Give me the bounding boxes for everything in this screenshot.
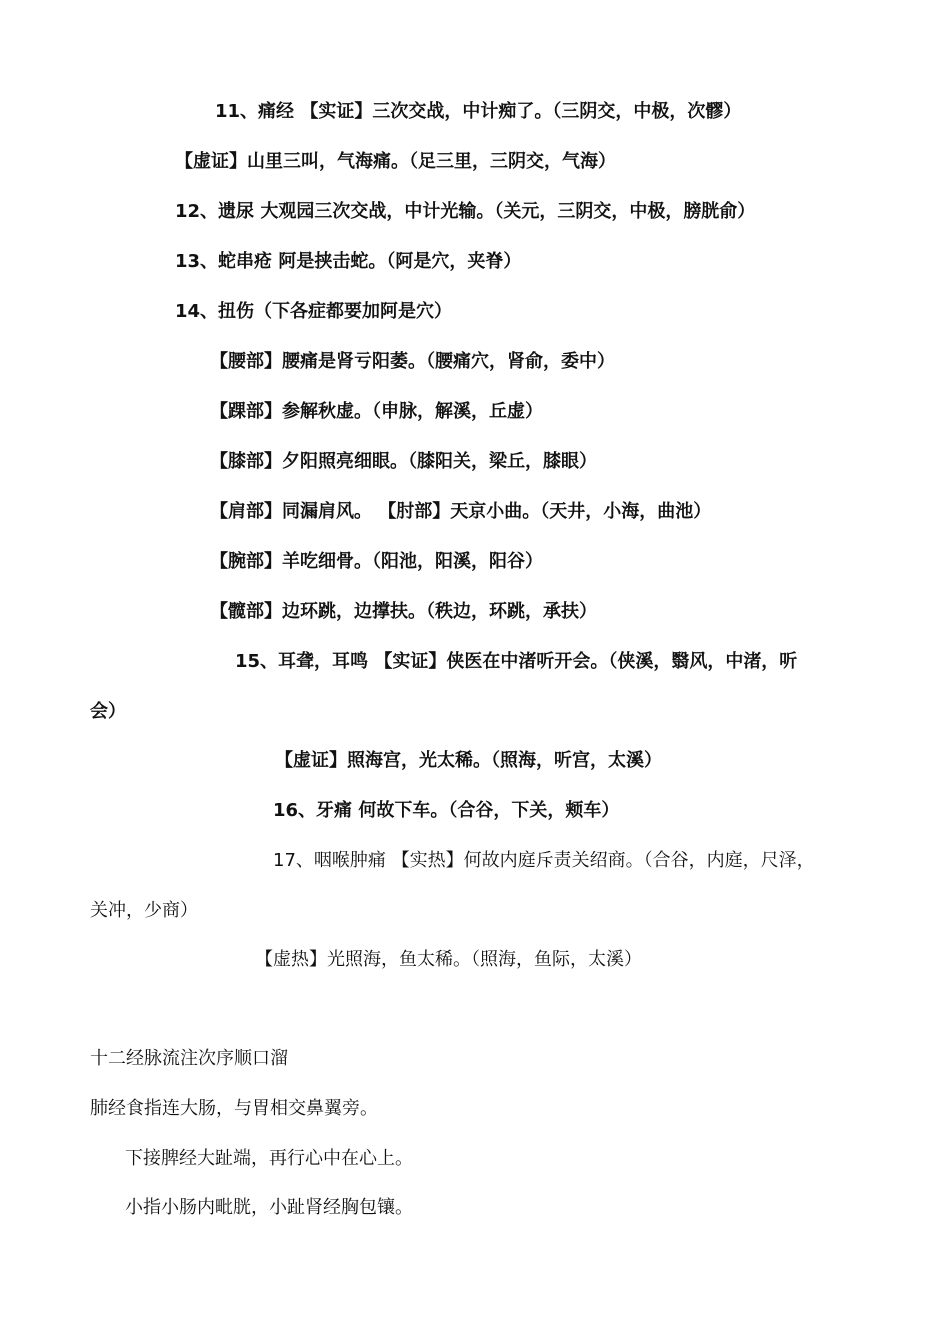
text-line-14-wrist: 【腕部】羊吃细骨。（阳池，阳溪，阳谷）	[210, 551, 543, 572]
rhyme-line-1: 肺经食指连大肠，与胃相交鼻翼旁。	[90, 1098, 378, 1119]
text-line-15-continuation: 会）	[90, 701, 126, 722]
text-line-17-sore-throat-excess: 17、咽喉肿痛 【实热】何故内庭斥责关绍商。（合谷，内庭，尺泽，	[273, 850, 815, 871]
text-line-11-dysmenorrhea-excess: 11、痛经 【实证】三次交战，中计痴了。（三阴交，中极，次髎）	[215, 101, 742, 122]
text-line-14-knee: 【膝部】夕阳照亮细眼。（膝阳关，梁丘，膝眼）	[210, 451, 597, 472]
text-line-14-sprain-heading: 14、扭伤（下各症都要加阿是穴）	[175, 301, 453, 322]
text-line-15-deafness-tinnitus: 15、耳聋，耳鸣 【实证】侠医在中渚听开会。（侠溪，翳风，中渚，听	[235, 651, 798, 672]
text-line-13-herpes-zoster: 13、蛇串疮 阿是挟击蛇。（阿是穴，夹脊）	[175, 251, 522, 272]
rhyme-line-2: 下接脾经大趾端，再行心中在心上。	[125, 1148, 413, 1169]
text-line-14-hip: 【髋部】边环跳，边撑扶。（秩边，环跳，承扶）	[210, 601, 597, 622]
section-heading-twelve-meridians: 十二经脉流注次序顺口溜	[90, 1048, 288, 1069]
text-line-17-continuation: 关冲，少商）	[90, 900, 198, 921]
text-line-12-enuresis: 12、遗尿 大观园三次交战，中计光输。（关元，三阴交，中极，膀胱俞）	[175, 201, 756, 222]
text-line-14-shoulder-elbow: 【肩部】同漏肩风。 【肘部】天京小曲。（天井，小海，曲池）	[210, 501, 712, 522]
text-line-14-waist: 【腰部】腰痛是肾亏阳萎。（腰痛穴，肾俞，委中）	[210, 351, 615, 372]
text-line-14-ankle: 【踝部】参解秋虚。（申脉，解溪，丘虚）	[210, 401, 543, 422]
text-line-15-deficiency: 【虚证】照海宫，光太稀。（照海，听宫，太溪）	[275, 750, 662, 771]
text-line-16-toothache: 16、牙痛 何故下车。（合谷，下关，颊车）	[273, 800, 620, 821]
text-line-17-deficiency-heat: 【虚热】光照海，鱼太稀。（照海，鱼际，太溪）	[255, 949, 642, 970]
rhyme-line-3: 小指小肠内毗胱，小趾肾经胸包镶。	[125, 1197, 413, 1218]
text-line-11-dysmenorrhea-deficiency: 【虚证】山里三叫，气海痛。（足三里，三阴交，气海）	[175, 151, 616, 172]
